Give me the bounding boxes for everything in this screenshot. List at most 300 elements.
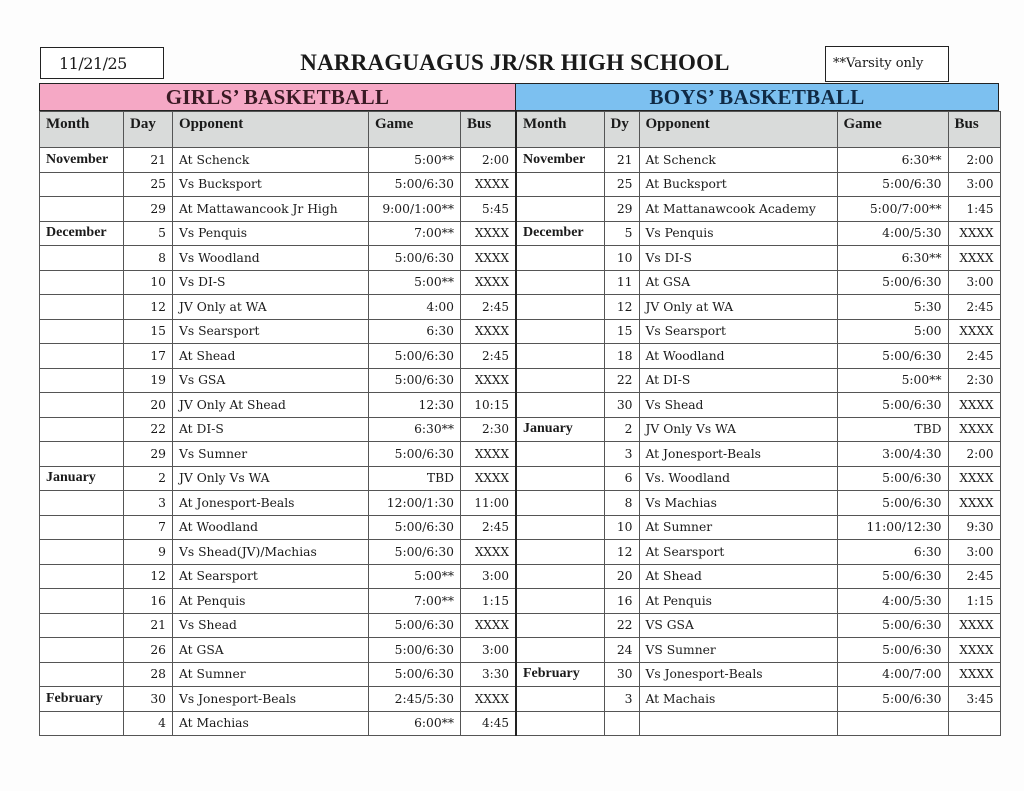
cell-month <box>516 491 604 516</box>
cell-game: 5:00/7:00** <box>837 197 948 222</box>
table-row <box>516 221 1000 246</box>
cell-opponent: Vs Jonesport-Beals <box>173 687 369 712</box>
cell-opponent: JV Only Vs WA <box>639 417 837 442</box>
cell-day: 10 <box>604 515 639 540</box>
cell-bus: 3:00 <box>461 638 516 663</box>
cell-day: 20 <box>124 393 173 418</box>
cell-bus: 3:00 <box>461 564 516 589</box>
cell-day: 15 <box>604 319 639 344</box>
table-row <box>40 417 516 442</box>
cell-opponent: JV Only At Shead <box>173 393 369 418</box>
table-row <box>40 148 516 173</box>
cell-bus: 2:45 <box>948 564 1000 589</box>
date-box: 11/21/25 <box>40 47 164 79</box>
cell-day: 25 <box>604 172 639 197</box>
cell-bus: 1:15 <box>948 589 1000 614</box>
cell-month <box>40 393 124 418</box>
cell-opponent: At GSA <box>173 638 369 663</box>
cell-day: 16 <box>124 589 173 614</box>
column-header-day: Dy <box>604 112 639 148</box>
table-row <box>516 638 1000 663</box>
table-row <box>516 417 1000 442</box>
table-row <box>516 564 1000 589</box>
table-row <box>516 197 1000 222</box>
cell-opponent: At DI-S <box>173 417 369 442</box>
cell-day: 3 <box>604 442 639 467</box>
cell-opponent: At Jonesport-Beals <box>639 442 837 467</box>
cell-bus: XXXX <box>948 246 1000 271</box>
cell-bus: XXXX <box>948 221 1000 246</box>
table-row <box>516 662 1000 687</box>
table-row <box>516 393 1000 418</box>
table-row <box>40 711 516 736</box>
cell-opponent: At Searsport <box>639 540 837 565</box>
cell-opponent: Vs Searsport <box>173 319 369 344</box>
table-row <box>516 711 1000 736</box>
boys-header-row <box>516 112 1000 148</box>
table-row <box>516 466 1000 491</box>
cell-opponent: At Shead <box>173 344 369 369</box>
table-row <box>40 613 516 638</box>
cell-month <box>516 466 604 491</box>
cell-bus: XXXX <box>461 442 516 467</box>
cell-bus: 5:45 <box>461 197 516 222</box>
girls-schedule-table <box>39 111 516 736</box>
cell-opponent: At Sumner <box>639 515 837 540</box>
cell-game: 5:00/6:30 <box>369 368 461 393</box>
cell-game: 5:00/6:30 <box>837 491 948 516</box>
cell-game: 4:00/5:30 <box>837 589 948 614</box>
cell-month <box>40 662 124 687</box>
cell-game: 12:30 <box>369 393 461 418</box>
cell-game <box>837 711 948 736</box>
cell-opponent: Vs Jonesport-Beals <box>639 662 837 687</box>
cell-day: 30 <box>124 687 173 712</box>
table-row <box>516 613 1000 638</box>
cell-game: 5:00/6:30 <box>369 540 461 565</box>
cell-game: 3:00/4:30 <box>837 442 948 467</box>
cell-opponent: Vs Shead <box>173 613 369 638</box>
cell-day: 5 <box>604 221 639 246</box>
cell-game: 9:00/1:00** <box>369 197 461 222</box>
cell-game: 12:00/1:30 <box>369 491 461 516</box>
table-row <box>516 270 1000 295</box>
cell-bus: 9:30 <box>948 515 1000 540</box>
cell-day: 3 <box>124 491 173 516</box>
column-header-game: Game <box>837 112 948 148</box>
cell-month <box>40 515 124 540</box>
cell-day: 12 <box>604 540 639 565</box>
cell-opponent <box>639 711 837 736</box>
table-row <box>516 368 1000 393</box>
cell-opponent: At Penquis <box>639 589 837 614</box>
cell-bus: 3:00 <box>948 540 1000 565</box>
cell-month <box>516 564 604 589</box>
cell-opponent: Vs Sumner <box>173 442 369 467</box>
table-row <box>40 344 516 369</box>
cell-day: 7 <box>124 515 173 540</box>
cell-bus: 10:15 <box>461 393 516 418</box>
cell-opponent: VS GSA <box>639 613 837 638</box>
cell-opponent: JV Only Vs WA <box>173 466 369 491</box>
cell-game: 4:00 <box>369 295 461 320</box>
cell-day: 10 <box>124 270 173 295</box>
cell-game: TBD <box>369 466 461 491</box>
table-row <box>516 148 1000 173</box>
cell-month <box>40 442 124 467</box>
table-row <box>40 295 516 320</box>
cell-month <box>40 491 124 516</box>
cell-bus: XXXX <box>461 172 516 197</box>
cell-opponent: JV Only at WA <box>639 295 837 320</box>
table-row <box>516 442 1000 467</box>
cell-bus: XXXX <box>461 540 516 565</box>
cell-month <box>40 246 124 271</box>
boys-panel <box>515 83 999 736</box>
cell-day: 21 <box>124 613 173 638</box>
cell-bus: XXXX <box>461 368 516 393</box>
cell-bus: 2:45 <box>948 344 1000 369</box>
cell-day <box>604 711 639 736</box>
table-row <box>40 368 516 393</box>
cell-bus: 11:00 <box>461 491 516 516</box>
cell-bus: 2:00 <box>948 148 1000 173</box>
cell-month <box>516 368 604 393</box>
cell-game: 5:00/6:30 <box>369 246 461 271</box>
cell-month <box>516 687 604 712</box>
cell-day: 29 <box>124 197 173 222</box>
cell-bus: 1:45 <box>948 197 1000 222</box>
table-row <box>516 246 1000 271</box>
cell-bus: XXXX <box>948 491 1000 516</box>
table-row <box>516 344 1000 369</box>
cell-bus: XXXX <box>948 417 1000 442</box>
table-row <box>516 319 1000 344</box>
cell-month <box>516 319 604 344</box>
cell-month <box>516 246 604 271</box>
cell-opponent: At Sumner <box>173 662 369 687</box>
table-row <box>40 197 516 222</box>
cell-bus: 2:00 <box>948 442 1000 467</box>
cell-month <box>516 540 604 565</box>
varsity-note: **Varsity only <box>825 46 949 82</box>
table-row <box>516 491 1000 516</box>
table-row <box>40 540 516 565</box>
cell-day: 22 <box>604 613 639 638</box>
table-row <box>40 246 516 271</box>
cell-opponent: At Machais <box>639 687 837 712</box>
cell-day: 11 <box>604 270 639 295</box>
table-row <box>40 319 516 344</box>
cell-game: TBD <box>837 417 948 442</box>
cell-day: 3 <box>604 687 639 712</box>
cell-day: 16 <box>604 589 639 614</box>
cell-opponent: At Woodland <box>639 344 837 369</box>
cell-month <box>40 295 124 320</box>
cell-bus: XXXX <box>461 246 516 271</box>
cell-game: 6:30** <box>837 246 948 271</box>
cell-day: 30 <box>604 662 639 687</box>
cell-opponent: Vs Shead <box>639 393 837 418</box>
cell-game: 5:00/6:30 <box>369 638 461 663</box>
table-row <box>40 221 516 246</box>
cell-month <box>40 589 124 614</box>
cell-opponent: At GSA <box>639 270 837 295</box>
cell-month <box>516 638 604 663</box>
cell-bus: 2:45 <box>948 295 1000 320</box>
cell-game: 5:00/6:30 <box>837 564 948 589</box>
table-row <box>516 687 1000 712</box>
page-title: NARRAGUAGUS JR/SR HIGH SCHOOL <box>300 50 730 75</box>
cell-bus: 3:45 <box>948 687 1000 712</box>
cell-bus: 2:45 <box>461 515 516 540</box>
cell-opponent: Vs. Woodland <box>639 466 837 491</box>
cell-game: 5:00 <box>837 319 948 344</box>
table-row <box>516 540 1000 565</box>
cell-game: 5:00/6:30 <box>837 393 948 418</box>
cell-opponent: At Mattanawcook Academy <box>639 197 837 222</box>
cell-game: 5:00/6:30 <box>369 344 461 369</box>
cell-month: January <box>40 466 124 491</box>
cell-bus: XXXX <box>461 613 516 638</box>
cell-day: 30 <box>604 393 639 418</box>
cell-opponent: At Shead <box>639 564 837 589</box>
cell-opponent: Vs Woodland <box>173 246 369 271</box>
cell-month <box>516 270 604 295</box>
cell-game: 5:00/6:30 <box>837 172 948 197</box>
cell-day: 28 <box>124 662 173 687</box>
cell-game: 7:00** <box>369 221 461 246</box>
table-row <box>40 270 516 295</box>
girls-panel <box>39 83 515 736</box>
cell-game: 6:30 <box>837 540 948 565</box>
cell-opponent: Vs Searsport <box>639 319 837 344</box>
cell-month <box>40 197 124 222</box>
table-row <box>516 172 1000 197</box>
cell-game: 5:00/6:30 <box>837 613 948 638</box>
cell-bus: 2:30 <box>461 417 516 442</box>
cell-day: 12 <box>124 564 173 589</box>
cell-month <box>40 613 124 638</box>
cell-month <box>516 589 604 614</box>
cell-day: 19 <box>124 368 173 393</box>
cell-opponent: At Schenck <box>173 148 369 173</box>
cell-day: 20 <box>604 564 639 589</box>
cell-game: 5:00/6:30 <box>369 662 461 687</box>
cell-game: 5:00/6:30 <box>837 344 948 369</box>
table-row <box>40 442 516 467</box>
cell-day: 29 <box>124 442 173 467</box>
cell-opponent: VS Sumner <box>639 638 837 663</box>
cell-month <box>516 172 604 197</box>
cell-opponent: Vs Machias <box>639 491 837 516</box>
cell-game: 5:00/6:30 <box>369 442 461 467</box>
cell-month: January <box>516 417 604 442</box>
cell-month <box>516 515 604 540</box>
cell-bus: 3:30 <box>461 662 516 687</box>
column-header-bus: Bus <box>461 112 516 148</box>
table-row <box>40 491 516 516</box>
table-row <box>40 515 516 540</box>
cell-game: 5:00/6:30 <box>837 687 948 712</box>
cell-bus: XXXX <box>948 393 1000 418</box>
cell-month <box>40 368 124 393</box>
cell-month <box>40 319 124 344</box>
cell-day: 22 <box>124 417 173 442</box>
boys-schedule-table <box>515 111 1001 736</box>
cell-month <box>40 638 124 663</box>
cell-opponent: Vs Bucksport <box>173 172 369 197</box>
column-header-month: Month <box>516 112 604 148</box>
cell-day: 15 <box>124 319 173 344</box>
cell-opponent: Vs DI-S <box>639 246 837 271</box>
cell-day: 6 <box>604 466 639 491</box>
cell-bus: 2:45 <box>461 344 516 369</box>
cell-bus: XXXX <box>948 638 1000 663</box>
cell-game: 5:00** <box>369 564 461 589</box>
cell-opponent: At Woodland <box>173 515 369 540</box>
cell-game: 5:00** <box>369 270 461 295</box>
table-row <box>40 687 516 712</box>
cell-game: 11:00/12:30 <box>837 515 948 540</box>
table-row <box>40 638 516 663</box>
cell-month <box>40 344 124 369</box>
cell-game: 5:00/6:30 <box>837 638 948 663</box>
cell-game: 5:30 <box>837 295 948 320</box>
cell-month <box>516 442 604 467</box>
cell-game: 5:00/6:30 <box>369 515 461 540</box>
table-row <box>516 515 1000 540</box>
cell-opponent: At DI-S <box>639 368 837 393</box>
cell-opponent: At Penquis <box>173 589 369 614</box>
table-row <box>516 589 1000 614</box>
cell-opponent: At Mattawancook Jr High <box>173 197 369 222</box>
cell-game: 6:30** <box>369 417 461 442</box>
cell-day: 8 <box>604 491 639 516</box>
cell-day: 26 <box>124 638 173 663</box>
cell-game: 5:00** <box>837 368 948 393</box>
cell-game: 5:00/6:30 <box>837 270 948 295</box>
cell-month <box>40 172 124 197</box>
cell-day: 2 <box>604 417 639 442</box>
cell-opponent: JV Only at WA <box>173 295 369 320</box>
table-row <box>40 393 516 418</box>
cell-opponent: Vs Penquis <box>173 221 369 246</box>
cell-opponent: Vs GSA <box>173 368 369 393</box>
column-header-game: Game <box>369 112 461 148</box>
cell-game: 2:45/5:30 <box>369 687 461 712</box>
cell-game: 6:30 <box>369 319 461 344</box>
cell-bus: XXXX <box>461 466 516 491</box>
cell-day: 21 <box>124 148 173 173</box>
column-header-bus: Bus <box>948 112 1000 148</box>
cell-bus: 1:15 <box>461 589 516 614</box>
cell-month <box>40 417 124 442</box>
cell-month: November <box>40 148 124 173</box>
cell-opponent: At Jonesport-Beals <box>173 491 369 516</box>
cell-month: November <box>516 148 604 173</box>
cell-bus: XXXX <box>461 687 516 712</box>
cell-day: 29 <box>604 197 639 222</box>
cell-day: 12 <box>604 295 639 320</box>
table-row <box>40 466 516 491</box>
table-row <box>516 295 1000 320</box>
cell-month: December <box>516 221 604 246</box>
cell-opponent: Vs DI-S <box>173 270 369 295</box>
cell-day: 5 <box>124 221 173 246</box>
cell-bus: 3:00 <box>948 172 1000 197</box>
cell-game: 7:00** <box>369 589 461 614</box>
cell-game: 5:00** <box>369 148 461 173</box>
cell-bus: 3:00 <box>948 270 1000 295</box>
table-row <box>40 662 516 687</box>
cell-opponent: Vs Penquis <box>639 221 837 246</box>
cell-opponent: At Searsport <box>173 564 369 589</box>
cell-bus: XXXX <box>461 270 516 295</box>
cell-day: 22 <box>604 368 639 393</box>
cell-day: 25 <box>124 172 173 197</box>
cell-opponent: Vs Shead(JV)/Machias <box>173 540 369 565</box>
cell-day: 8 <box>124 246 173 271</box>
cell-bus: XXXX <box>948 613 1000 638</box>
cell-game: 6:00** <box>369 711 461 736</box>
cell-month <box>40 564 124 589</box>
cell-day: 18 <box>604 344 639 369</box>
boys-title-band: BOYS’ BASKETBALL <box>515 83 999 111</box>
cell-month: February <box>40 687 124 712</box>
cell-bus: XXXX <box>948 662 1000 687</box>
cell-day: 4 <box>124 711 173 736</box>
column-header-opponent: Opponent <box>173 112 369 148</box>
cell-month <box>516 344 604 369</box>
table-row <box>40 564 516 589</box>
cell-month: February <box>516 662 604 687</box>
column-header-month: Month <box>40 112 124 148</box>
cell-opponent: At Machias <box>173 711 369 736</box>
cell-month <box>40 540 124 565</box>
cell-game: 4:00/7:00 <box>837 662 948 687</box>
cell-day: 17 <box>124 344 173 369</box>
cell-day: 2 <box>124 466 173 491</box>
cell-bus: XXXX <box>948 319 1000 344</box>
cell-day: 9 <box>124 540 173 565</box>
cell-bus: 2:30 <box>948 368 1000 393</box>
cell-game: 5:00/6:30 <box>837 466 948 491</box>
cell-day: 21 <box>604 148 639 173</box>
cell-game: 6:30** <box>837 148 948 173</box>
cell-bus: XXXX <box>461 319 516 344</box>
cell-day: 12 <box>124 295 173 320</box>
cell-month <box>516 197 604 222</box>
schedule-container <box>39 83 999 736</box>
cell-month <box>40 711 124 736</box>
cell-day: 10 <box>604 246 639 271</box>
cell-game: 5:00/6:30 <box>369 613 461 638</box>
table-row <box>40 172 516 197</box>
cell-game: 5:00/6:30 <box>369 172 461 197</box>
cell-day: 24 <box>604 638 639 663</box>
cell-game: 4:00/5:30 <box>837 221 948 246</box>
cell-month: December <box>40 221 124 246</box>
column-header-opponent: Opponent <box>639 112 837 148</box>
cell-month <box>516 393 604 418</box>
cell-month <box>516 711 604 736</box>
cell-month <box>516 613 604 638</box>
table-row <box>40 589 516 614</box>
cell-bus: 2:45 <box>461 295 516 320</box>
cell-opponent: At Bucksport <box>639 172 837 197</box>
cell-bus: 4:45 <box>461 711 516 736</box>
